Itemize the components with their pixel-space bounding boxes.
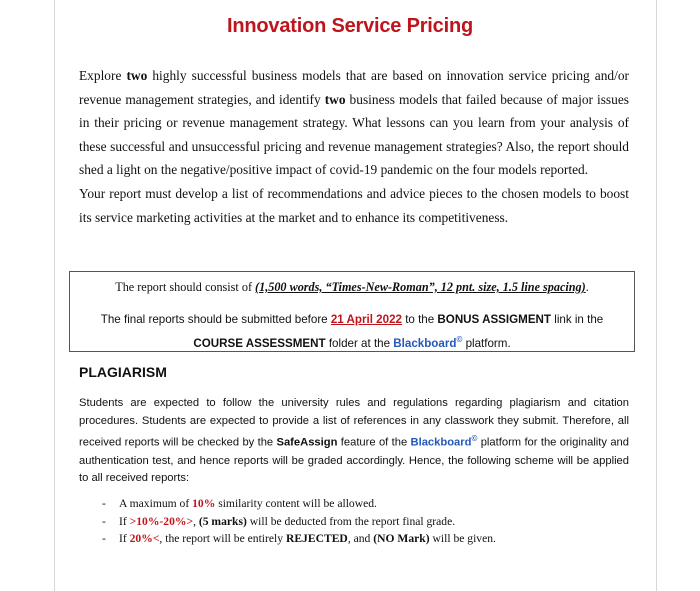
plagiarism-text: feature of the (337, 436, 411, 449)
format-prefix: The report should consist of (115, 280, 256, 294)
plagiarism-text: Students are expected to follow the university rules and regulations regarding plagiarism and citation procedures. Students are expected to provide a list of references in any classwork they submit. Therefore, all received reports will be checked by the (79, 397, 629, 449)
deadline-date: 21 April 2022 (330, 313, 402, 326)
dash-bullet: - (102, 532, 106, 546)
bullet-text: will be given. (429, 532, 496, 546)
list-item (102, 513, 622, 531)
report-format-line (70, 280, 634, 295)
bullet-text: If (119, 532, 130, 546)
bullet-text: , and (347, 532, 374, 546)
emphasis-two: two (324, 91, 346, 107)
blackboard-name: Blackboard (410, 436, 472, 449)
submission-deadline-line (78, 310, 626, 354)
copyright-mark: © (471, 434, 478, 444)
deadline-text: folder at the (325, 336, 394, 350)
intro-text: highly successful business models that are based on innovation service pricing and/or revenue management strategies, and identify (79, 68, 629, 107)
plagiarism-paragraph (79, 395, 629, 488)
copyright-mark: © (456, 335, 463, 344)
threshold-value: >10%-20%> (129, 514, 194, 528)
no-mark-label: (NO Mark) (373, 532, 430, 546)
threshold-value: 10% (192, 497, 216, 510)
bullet-text: A maximum of (119, 497, 193, 510)
blackboard-name: Blackboard (393, 336, 457, 350)
bullet-text: will be deducted from the report final grade. (246, 514, 456, 528)
format-suffix: . (585, 280, 589, 294)
threshold-value: 20%< (129, 532, 160, 546)
deadline-text: The final reports should be submitted before (100, 313, 331, 326)
safeassign-name: SafeAssign (276, 436, 338, 449)
penalty-value: (5 marks) (198, 514, 247, 528)
list-item (102, 495, 622, 513)
emphasis-two: two (126, 68, 148, 83)
page-border-right (656, 0, 657, 591)
deadline-text: link in the (551, 313, 604, 326)
bullet-text: , the report will be entirely (159, 532, 286, 546)
intro-paragraph-1 (79, 64, 629, 182)
page-title: Innovation Service Pricing (227, 15, 473, 37)
plagiarism-text: platform for the originality and authentication test, and hence reports will be graded accordingly. Hence, the following scheme will be applied to all received reports: (79, 436, 629, 485)
grading-scheme-list (102, 495, 622, 548)
submission-requirements-box (69, 271, 635, 352)
bonus-assignment-link-name: BONUS ASSIGMENT (437, 313, 552, 326)
intro-paragraph-2: Your report must develop a list of recommendations and advice pieces to the chosen models to boost its service marketing activities at the market and to enhance its competitiveness. (79, 185, 629, 225)
intro-section (79, 64, 629, 229)
dash-bullet: - (102, 514, 106, 528)
bullet-text: , (193, 514, 199, 528)
bullet-text: If (119, 514, 130, 528)
plagiarism-heading: PLAGIARISM (79, 364, 167, 380)
deadline-text: platform. (462, 336, 511, 350)
deadline-text: to the (401, 313, 438, 326)
intro-text: business models that failed because of major issues in their pricing or revenue management strategy. What lessons can you learn from your analysis of these successful and unsuccessful pricing and revenue management strategies? Also, the report should shed a light on the negative/positive impact of covid-19 pandemic on the four models reported. (79, 91, 629, 178)
intro-text: Explore (79, 68, 127, 83)
list-item (102, 530, 622, 548)
dash-bullet: - (102, 497, 106, 510)
course-assessment-folder-name: COURSE ASSESSMENT (193, 336, 326, 350)
page-border-left (54, 0, 55, 591)
rejected-label: REJECTED (285, 532, 348, 546)
format-spec: (1,500 words, “Times-New-Roman”, 12 pnt. size, 1.5 line spacing) (255, 280, 586, 294)
bullet-text: similarity content will be allowed. (215, 497, 377, 510)
